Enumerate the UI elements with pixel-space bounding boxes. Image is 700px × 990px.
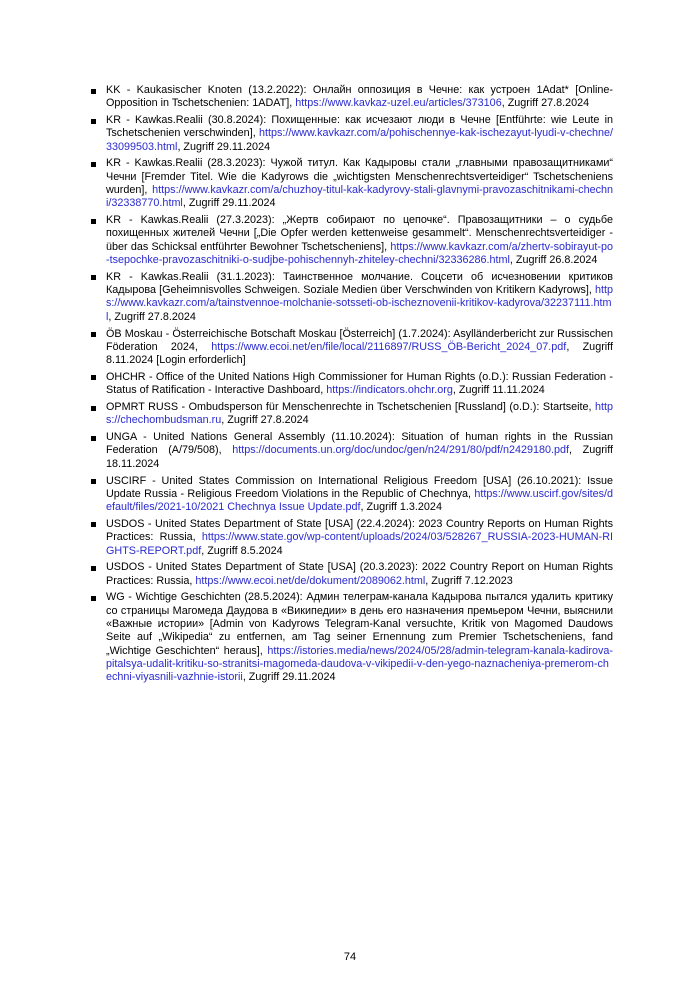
- bullet-square-icon: [91, 566, 96, 571]
- bullet-square-icon: [91, 596, 96, 601]
- bullet-square-icon: [91, 89, 96, 94]
- entry-text: UNGA - United Nations General Assembly (11.10.2024): Situation of human rights in the Russian Federation (A/79/508),: [106, 431, 613, 457]
- url-link[interactable]: https://www.ecoi.net/de/dokument/2089062.html: [195, 574, 426, 587]
- url-link[interactable]: https://chechombudsman.ru: [106, 401, 613, 427]
- bullet-square-icon: [91, 375, 96, 380]
- entry-text: OHCHR - Office of the United Nations High Commissioner for Human Rights (o.D.): Russian Federation - Status of Ratification - Interactive Dashboard,: [106, 370, 613, 397]
- entry-text: , Zugriff 29.11.2024: [242, 671, 336, 684]
- bibliography-entry: [90, 214, 613, 267]
- entry-text: KR - Kawkas.Realii (31.1.2023): Таинственное молчание. Соцсети об исчезновении критиков Кадырова [Geheimnisvolles Schweigen. Soziale Medien über Verschwinden von Kritikern Kadyrows],: [106, 270, 613, 297]
- bibliography-entry: [90, 591, 613, 684]
- url-link[interactable]: https://istories.media/news/2024/05/28/admin-telegram-kanala-kadirova-pitalsya-udalit-kritiku-so-stranitsi-magomeda-daudova-v-vikipedii-v-den-yego-naznacheniya-premerom-chechni-viyasnili-vazhnie-istorii: [106, 644, 613, 684]
- entry-text: , Zugriff 7.12.2023: [425, 574, 513, 587]
- bibliography-entry: [90, 561, 613, 588]
- entry-text: , Zugriff 29.11.2024: [182, 197, 276, 210]
- entry-text: KK - Kaukasischer Knoten (13.2.2022): Онлайн оппозиция в Чечне: как устроен 1Adat* [Online-Opposition in Tschetschenien: 1ADAT],: [106, 84, 613, 110]
- url-link[interactable]: https://www.uscirf.gov/sites/default/files/2021-10/2021 Chechnya Issue Update.pdf: [106, 487, 613, 514]
- bullet-square-icon: [91, 406, 96, 411]
- entry-text: , Zugriff 1.3.2024: [360, 501, 442, 514]
- bullet-square-icon: [91, 479, 96, 484]
- page-content: [90, 84, 613, 688]
- bibliography-entry: [90, 157, 613, 210]
- url-link[interactable]: https://www.state.gov/wp-content/uploads/2024/03/528267_RUSSIA-2023-HUMAN-RIGHTS-REPORT.pdf: [106, 531, 613, 557]
- entry-text: USCIRF - United States Commission on International Religious Freedom [USA] (26.10.2021): Issue Update Russia - Religious Freedom Violations in the Republic of Chechnya,: [106, 474, 613, 500]
- entry-text: , Zugriff 27.8.2024: [221, 414, 309, 427]
- entry-text: , Zugriff 11.11.2024: [452, 384, 545, 397]
- url-link[interactable]: https://www.kavkazr.com/a/zhertv-sobirayut-po-tsepochke-pravozaschitniki-o-sudjbe-pohischennyh-zhiteley-chechni/32336286.html: [106, 240, 613, 267]
- entry-text: USDOS - United States Department of State [USA] (20.3.2023): 2022 Country Report on Human Rights Practices: Russia,: [106, 561, 613, 587]
- url-link[interactable]: https://www.ecoi.net/en/file/local/2116897/RUSS_ÖB-Bericht_2024_07.pdf: [211, 340, 567, 353]
- bullet-square-icon: [91, 522, 96, 527]
- bibliography-entry: [90, 401, 613, 428]
- bibliography-entry: [90, 271, 613, 324]
- bibliography-entry: [90, 518, 613, 558]
- entry-text: KR - Kawkas.Realii (30.8.2024): Похищенные: как исчезают люди в Чечне [Entführte: wie Leute in Tschetschenien verschwinden],: [106, 114, 613, 140]
- entry-text: , Zugriff 27.8.2024: [108, 310, 196, 323]
- bibliography-entry: [90, 114, 613, 154]
- url-link[interactable]: https://www.kavkazr.com/a/tainstvennoe-molchanie-sotsseti-ob-ischeznovenii-kritikov-kadyrova/32237111.html: [106, 284, 613, 323]
- bibliography-entry: [90, 84, 613, 111]
- entry-text: , Zugriff 26.8.2024: [509, 254, 598, 267]
- entry-text: KR - Kawkas.Realii (27.3.2023): „Жертв собирают по цепочке“. Правозащитники – о судьбе похищенных жителей Чечни [„Die Opfer werden kettenweise gesammelt“. Menschenrechtsverteidiger - über das Schicksal entführter Bewohner Tschetscheniens],: [106, 214, 613, 253]
- bullet-square-icon: [91, 275, 96, 280]
- bibliography-list: [90, 84, 613, 684]
- bullet-square-icon: [91, 119, 96, 124]
- bibliography-entry: [90, 371, 613, 398]
- bullet-square-icon: [91, 436, 96, 441]
- bibliography-entry: [90, 328, 613, 368]
- entry-text: OPMRT RUSS - Ombudsperson für Menschenrechte in Tschetschenien [Russland] (o.D.): Startseite,: [106, 401, 595, 414]
- entry-text: , Zugriff 27.8.2024: [501, 97, 590, 110]
- entry-text: ÖB Moskau - Österreichische Botschaft Moskau [Österreich] (1.7.2024): Asylländerbericht zur Russischen Föderation 2024,: [106, 327, 613, 353]
- entry-text: , Zugriff 18.11.2024: [106, 444, 613, 470]
- bibliography-entry: [90, 431, 613, 471]
- bullet-square-icon: [91, 219, 96, 224]
- url-link[interactable]: https://www.kavkazr.com/a/pohischennye-kak-ischezayut-lyudi-v-chechne/33099503.html: [106, 127, 613, 153]
- bullet-square-icon: [91, 162, 96, 167]
- page-number: 74: [343, 951, 357, 963]
- entry-text: WG - Wichtige Geschichten (28.5.2024): Админ телеграм-канала Кадырова пытался удалить критику со страницы Магомеда Даудова в «Википедии» в день его назначения премьером Чечни, выяснили «Важные истории» [Admin von Kadyrows Telegram-Kanal versuchte, Kritik von Magomed Daudows Seite auf „Wikipedia“ zu entfernen, am Tag seiner Ernennung zum Premier Tschetscheniens, fand „Wichtige Geschichten“ heraus],: [106, 591, 613, 657]
- url-link[interactable]: https://documents.un.org/doc/undoc/gen/n24/291/80/pdf/n2429180.pdf: [232, 444, 569, 457]
- entry-text: KR - Kawkas.Realii (28.3.2023): Чужой титул. Как Кадыровы стали „главными правозащитниками“ Чечни [Fremder Titel. Wie die Kadyrows die „wichtigsten Menschenrechtsverteidiger“ Tschetscheniens wurden],: [106, 157, 613, 197]
- entry-text: , Zugriff 8.11.2024 [Login erforderlich]: [106, 340, 613, 367]
- entry-text: , Zugriff 8.5.2024: [201, 544, 283, 557]
- bibliography-entry: [90, 475, 613, 515]
- entry-text: , Zugriff 29.11.2024: [177, 140, 271, 153]
- entry-text: USDOS - United States Department of State [USA] (22.4.2024): 2023 Country Reports on Human Rights Practices: Russia,: [106, 517, 613, 544]
- url-link[interactable]: https://www.kavkazr.com/a/chuzhoy-titul-kak-kadyrovy-stali-glavnymi-pravozaschitnikami-chechni/32338770.html: [106, 184, 613, 210]
- url-link[interactable]: https://www.kavkaz-uzel.eu/articles/373106: [295, 97, 502, 110]
- bullet-square-icon: [91, 332, 96, 337]
- url-link[interactable]: https://indicators.ohchr.org: [326, 384, 453, 397]
